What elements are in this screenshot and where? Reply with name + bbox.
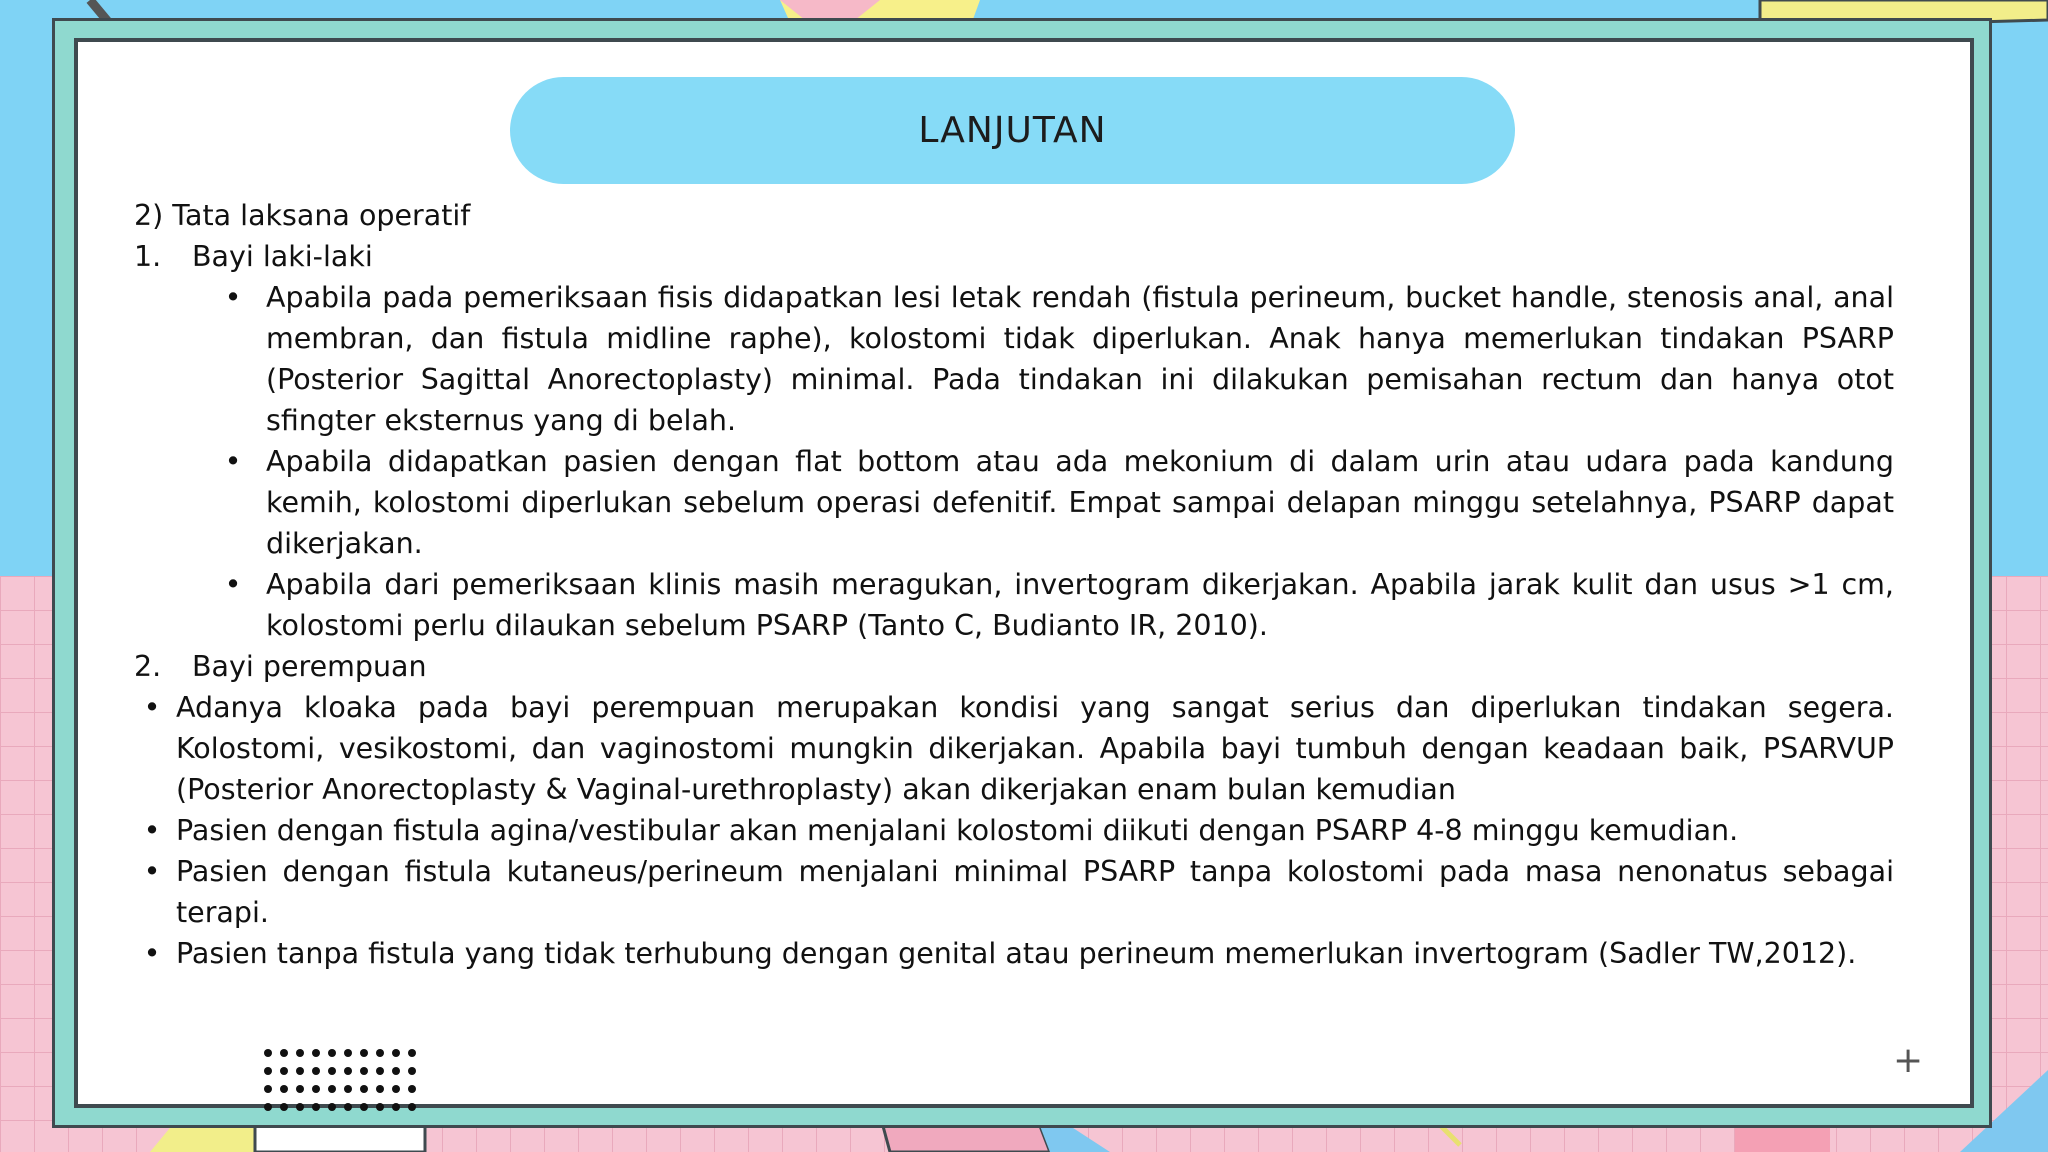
section-heading: 2) Tata laksana operatif: [134, 199, 471, 232]
numbered-item-1: [134, 236, 1894, 277]
list-item: [134, 277, 1894, 441]
bullet-text: Pasien dengan fistula agina/vestibular akan menjalani kolostomi diikuti dengan PSARP 4-8 minggu kemudian.: [176, 814, 1739, 847]
list-item: [134, 564, 1894, 646]
bullet-text: Apabila dari pemeriksaan klinis masih meragukan, invertogram dikerjakan. Apabila jarak kulit dan usus >1 cm, kolostomi perlu dilaukan sebelum PSARP (Tanto C, Budianto IR, 2010).: [266, 568, 1894, 642]
bullet-text: Pasien tanpa fistula yang tidak terhubung dengan genital atau perineum memerlukan invertogram (Sadler TW,2012).: [176, 937, 1857, 970]
item-label: Bayi perempuan: [192, 650, 427, 683]
bullet-marker: •: [143, 691, 161, 724]
dot-pattern: [258, 1045, 428, 1152]
slide-title: LANJUTAN: [918, 110, 1107, 151]
item-number: 2.: [134, 650, 162, 683]
bullet-text: Adanya kloaka pada bayi perempuan merupakan kondisi yang sangat serius dan diperlukan tindakan segera. Kolostomi, vesikostomi, dan vaginostomi mungkin dikerjakan. Apabila bayi tumbuh dengan keadaan baik, PSARVUP (Posterior Anorectoplasty & Vaginal-urethroplasty) akan dikerjakan enam bulan kemudian: [176, 691, 1894, 806]
bullet-marker: •: [224, 568, 242, 601]
list-item: [134, 687, 1894, 810]
bullet-marker: •: [143, 814, 161, 847]
numbered-item-2: [134, 646, 1894, 687]
item-label: Bayi laki-laki: [192, 240, 373, 273]
list-item: [134, 810, 1894, 851]
bullet-text: Pasien dengan fistula kutaneus/perineum menjalani minimal PSARP tanpa kolostomi pada masa nenonatus sebagai terapi.: [176, 855, 1894, 929]
list-item: [134, 851, 1894, 933]
slide-body: [134, 195, 1894, 974]
plus-icon: +: [1893, 1040, 1924, 1081]
bullet-marker: •: [224, 281, 242, 314]
bullet-marker: •: [143, 937, 161, 970]
bullet-text: Apabila didapatkan pasien dengan flat bottom atau ada mekonium di dalam urin atau udara pada kandung kemih, kolostomi diperlukan sebelum operasi defenitif. Empat sampai delapan minggu setelahnya, PSARP dapat dikerjakan.: [266, 445, 1894, 560]
item-number: 1.: [134, 240, 162, 273]
bullet-marker: •: [143, 855, 161, 888]
bullet-marker: •: [224, 445, 242, 478]
bullet-text: Apabila pada pemeriksaan fisis didapatkan lesi letak rendah (fistula perineum, bucket handle, stenosis anal, anal membran, dan fistula midline raphe), kolostomi tidak diperlukan. Anak hanya memerlukan tindakan PSARP (Posterior Sagittal Anorectoplasty) minimal. Pada tindakan ini dilakukan pemisahan rectum dan hanya otot sfingter eksternus yang di belah.: [266, 281, 1894, 437]
list-item: [134, 441, 1894, 564]
list-item: [134, 933, 1894, 974]
title-banner: [510, 77, 1515, 184]
